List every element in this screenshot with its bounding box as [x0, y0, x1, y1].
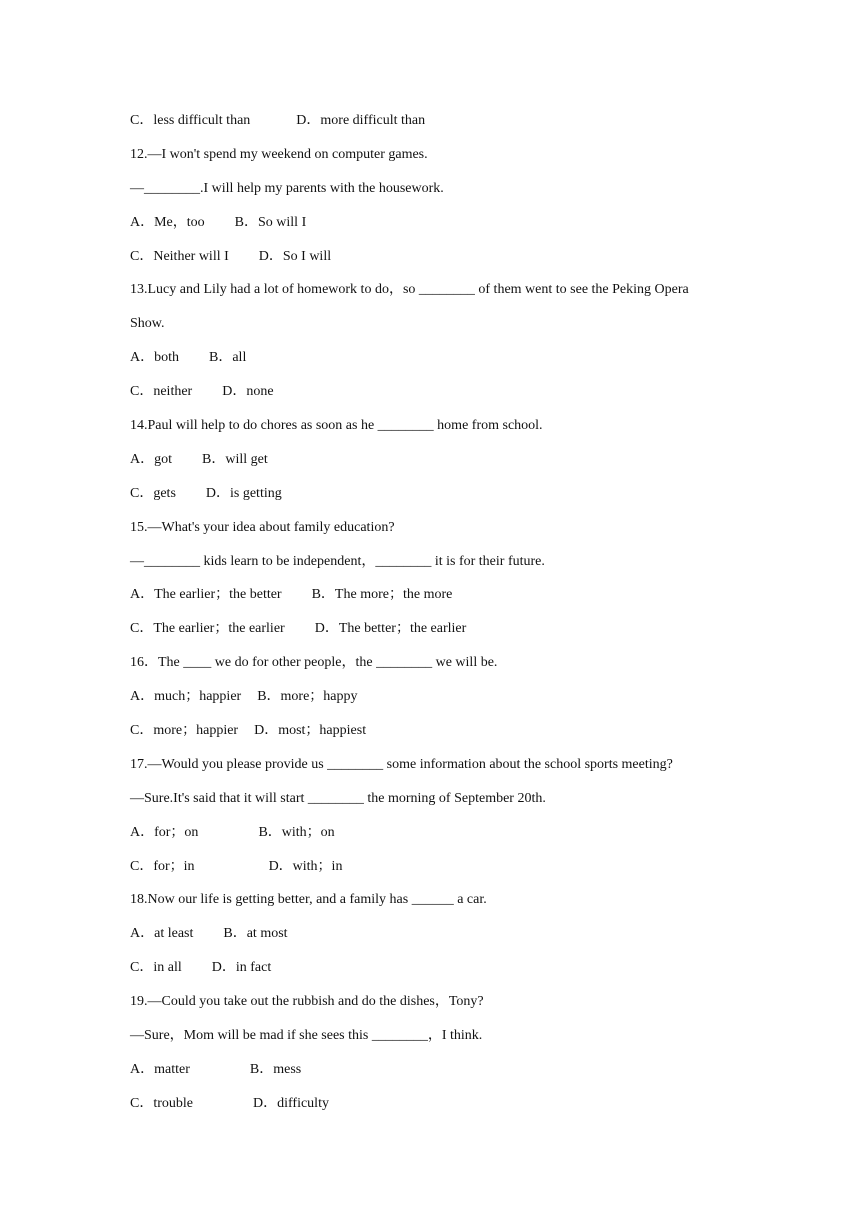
- text-line: 18.Now our life is getting better, and a family has ______ a car.: [130, 892, 487, 908]
- option-row: [130, 924, 750, 944]
- option-b: B．with；on: [258, 824, 335, 840]
- option-b: D．The better；the earlier: [314, 621, 467, 637]
- option-b: D．So I will: [258, 248, 332, 264]
- option-a: A．both: [130, 350, 179, 366]
- option-row: [130, 823, 750, 843]
- option-a: C．Neither will I: [130, 248, 229, 264]
- option-row: [130, 958, 750, 978]
- text-line: 12.—I won't spend my weekend on computer games.: [130, 146, 428, 162]
- option-row: [130, 213, 750, 233]
- option-row: [130, 1094, 750, 1114]
- option-row: [130, 484, 750, 504]
- option-a: C．in all: [130, 960, 182, 976]
- text-line: —________.I will help my parents with the housework.: [130, 180, 444, 196]
- option-b: D．difficulty: [253, 1095, 329, 1111]
- option-b: B．at most: [223, 926, 288, 942]
- option-row: [130, 111, 750, 131]
- option-row: [130, 247, 750, 267]
- option-row: [130, 450, 750, 470]
- text-line: 15.—What's your idea about family education?: [130, 519, 395, 535]
- option-b: D．is getting: [205, 485, 282, 501]
- option-a: C．neither: [130, 384, 193, 400]
- option-b: B．The more；the more: [311, 587, 453, 603]
- option-b: D．in fact: [211, 960, 272, 976]
- option-b: B．all: [209, 350, 247, 366]
- text-line: 19.—Could you take out the rubbish and do the dishes，Tony?: [130, 994, 484, 1010]
- option-a: A．Me，too: [130, 214, 205, 230]
- text-line: Show.: [130, 316, 165, 332]
- option-row: [130, 382, 750, 402]
- text-line: 13.Lucy and Lily had a lot of homework to do，so ________ of them went to see the Peking Opera: [130, 282, 689, 298]
- option-a: C．less difficult than: [130, 113, 251, 128]
- option-a: A．much；happier: [130, 689, 242, 705]
- option-b: B．mess: [249, 1061, 302, 1077]
- option-b: B．So will I: [234, 214, 307, 230]
- option-a: A．The earlier；the better: [130, 587, 282, 603]
- text-line: —________ kids learn to be independent，________ it is for their future.: [130, 553, 545, 569]
- option-row: [130, 1060, 750, 1080]
- text-line: 14.Paul will help to do chores as soon as he ________ home from school.: [130, 418, 543, 434]
- option-a: A．matter: [130, 1061, 190, 1077]
- option-a: C．The earlier；the earlier: [130, 621, 285, 637]
- option-b: B．more；happy: [257, 689, 358, 705]
- document-page: [130, 111, 750, 1128]
- option-row: [130, 585, 750, 605]
- option-row: [130, 348, 750, 368]
- option-row: [130, 857, 750, 877]
- option-row: [130, 721, 750, 741]
- option-a: C．trouble: [130, 1095, 193, 1111]
- option-row: [130, 687, 750, 707]
- option-b: D．none: [222, 384, 274, 400]
- option-a: C．for；in: [130, 858, 195, 874]
- text-line: —Sure.It's said that it will start ________ the morning of September 20th.: [130, 790, 546, 806]
- option-a: C．more；happier: [130, 723, 239, 739]
- option-b: B．will get: [202, 451, 268, 467]
- option-b: D．with；in: [268, 858, 343, 874]
- option-a: A．got: [130, 451, 172, 467]
- text-line: 17.—Would you please provide us ________ some information about the school sports meeting?: [130, 756, 673, 772]
- text-line: —Sure，Mom will be mad if she sees this ________，I think.: [130, 1028, 483, 1044]
- option-a: A．for；on: [130, 824, 199, 840]
- option-b: D．most；happiest: [254, 723, 367, 739]
- option-a: A．at least: [130, 926, 194, 942]
- option-row: [130, 619, 750, 639]
- option-b: D．more difficult than: [296, 113, 426, 128]
- option-a: C．gets: [130, 485, 176, 501]
- text-line: 16．The ____ we do for other people，the ________ we will be.: [130, 655, 498, 671]
